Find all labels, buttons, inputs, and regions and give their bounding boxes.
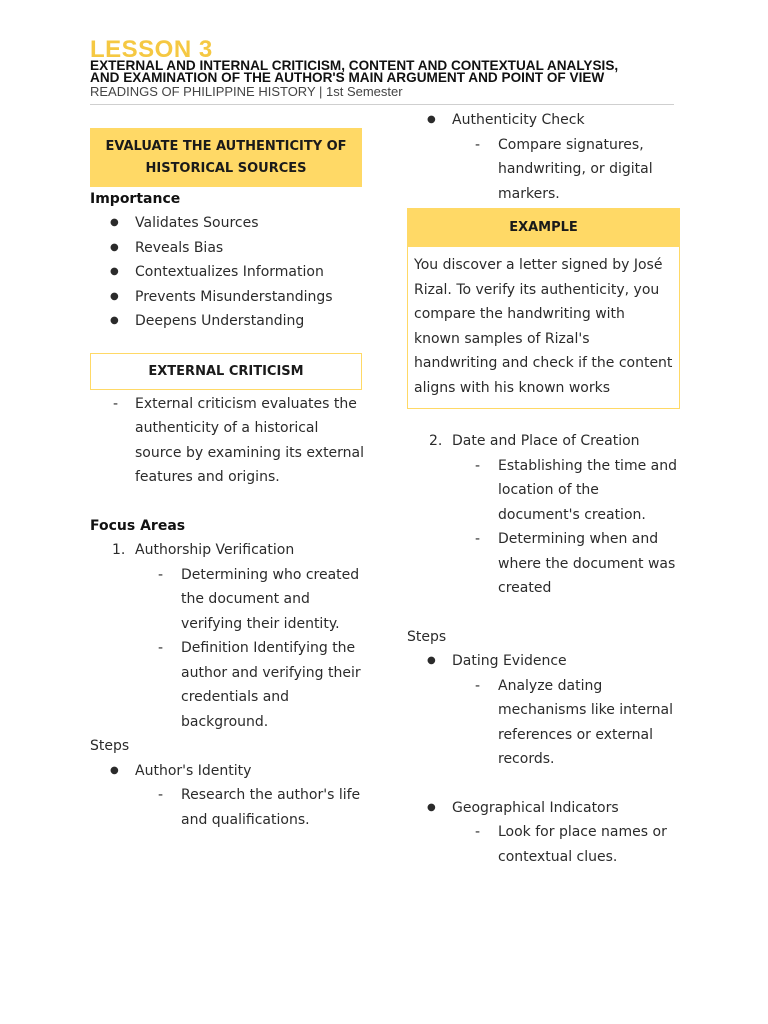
- bullet-icon: ●: [110, 315, 119, 326]
- sub-list-item: - Determining who created the document and verifying their identity.: [90, 563, 365, 637]
- list-item: ● Deepens Understanding: [90, 309, 365, 334]
- left-column: [90, 128, 365, 832]
- dash-icon: -: [475, 824, 481, 840]
- sub-list-item: - Establishing the time and location of the document's creation.: [407, 454, 680, 528]
- steps-label: Steps: [90, 738, 130, 754]
- section-heading-line-2: HISTORICAL SOURCES: [145, 161, 307, 176]
- lesson-title-line-1: EXTERNAL AND INTERNAL CRITICISM, CONTENT AND CONTEXTUAL ANALYSIS,: [90, 58, 619, 73]
- focus-area-item: 2. Date and Place of Creation: [407, 429, 680, 454]
- dash-icon: -: [113, 395, 119, 412]
- bullet-icon: ●: [110, 217, 119, 228]
- bullet-icon: ●: [110, 241, 119, 253]
- sub-list-item: - Compare signatures, handwriting, or digital markers.: [407, 133, 680, 207]
- focus-area-item: 1. Authorship Verification: [90, 538, 365, 563]
- bullet-icon: ●: [427, 114, 436, 125]
- sub-list-item: - Definition Identifying the author and verifying their credentials and background.: [90, 636, 365, 734]
- dash-icon: -: [158, 787, 164, 803]
- dash-icon: -: [475, 531, 481, 547]
- list-item: ● Author's Identity: [90, 759, 365, 784]
- list-number: 2.: [429, 433, 443, 449]
- lesson-title: [90, 60, 674, 83]
- example-text: You discover a letter signed by José Rizal. To verify its authenticity, you compare the handwriting with known samples of Rizal's handwriting and check if the content aligns with his known works: [414, 257, 673, 396]
- list-item: ● Reveals Bias: [90, 236, 365, 261]
- lesson-title-line-2: AND EXAMINATION OF THE AUTHOR'S MAIN ARGUMENT AND POINT OF VIEW: [90, 69, 605, 85]
- importance-list: [90, 211, 365, 334]
- bullet-icon: ●: [110, 290, 119, 302]
- section-heading-box: [90, 128, 362, 187]
- course-subtitle: READINGS OF PHILIPPINE HISTORY | 1st Semester: [90, 84, 403, 99]
- focus-areas-label: Focus Areas: [90, 517, 186, 534]
- dash-icon: -: [475, 677, 481, 694]
- list-item: ● Authenticity Check: [407, 108, 680, 133]
- sub-list-item: - Analyze dating mechanisms like internal references or external records.: [407, 674, 680, 772]
- steps-label: Steps: [407, 628, 447, 645]
- right-column: [407, 108, 680, 869]
- example-box: [407, 208, 680, 409]
- dash-icon: -: [158, 566, 164, 583]
- sub-list-item: - Look for place names or contextual clues.: [407, 820, 680, 869]
- external-criticism-box: EXTERNAL CRITICISM: [90, 353, 362, 390]
- bullet-icon: ●: [110, 266, 119, 277]
- bullet-icon: ●: [427, 655, 436, 666]
- list-item: ● Geographical Indicators: [407, 796, 680, 821]
- importance-label: Importance: [90, 191, 181, 207]
- sub-list-item: - Research the author's life and qualifications.: [90, 783, 365, 832]
- lesson-number: LESSON 3: [90, 36, 213, 63]
- dash-icon: -: [475, 457, 481, 474]
- header-divider: [90, 104, 674, 105]
- bullet-icon: ●: [427, 801, 436, 813]
- example-heading: EXAMPLE: [408, 209, 679, 247]
- dash-icon: -: [158, 640, 164, 656]
- list-item: ● Prevents Misunderstandings: [90, 285, 365, 310]
- document-header: [90, 38, 674, 99]
- list-item: ● Validates Sources: [90, 211, 365, 236]
- list-item: ● Dating Evidence: [407, 649, 680, 674]
- list-number: 1.: [112, 542, 126, 558]
- dash-icon: -: [475, 136, 481, 153]
- sub-list-item: - Determining when and where the document was created: [407, 527, 680, 601]
- bullet-icon: ●: [110, 764, 119, 776]
- list-item: ● Contextualizes Information: [90, 260, 365, 285]
- section-heading-line-1: EVALUATE THE AUTHENTICITY OF: [105, 139, 347, 154]
- external-criticism-definition: - External criticism evaluates the authenticity of a historical source by examining its external features and origins.: [90, 392, 365, 490]
